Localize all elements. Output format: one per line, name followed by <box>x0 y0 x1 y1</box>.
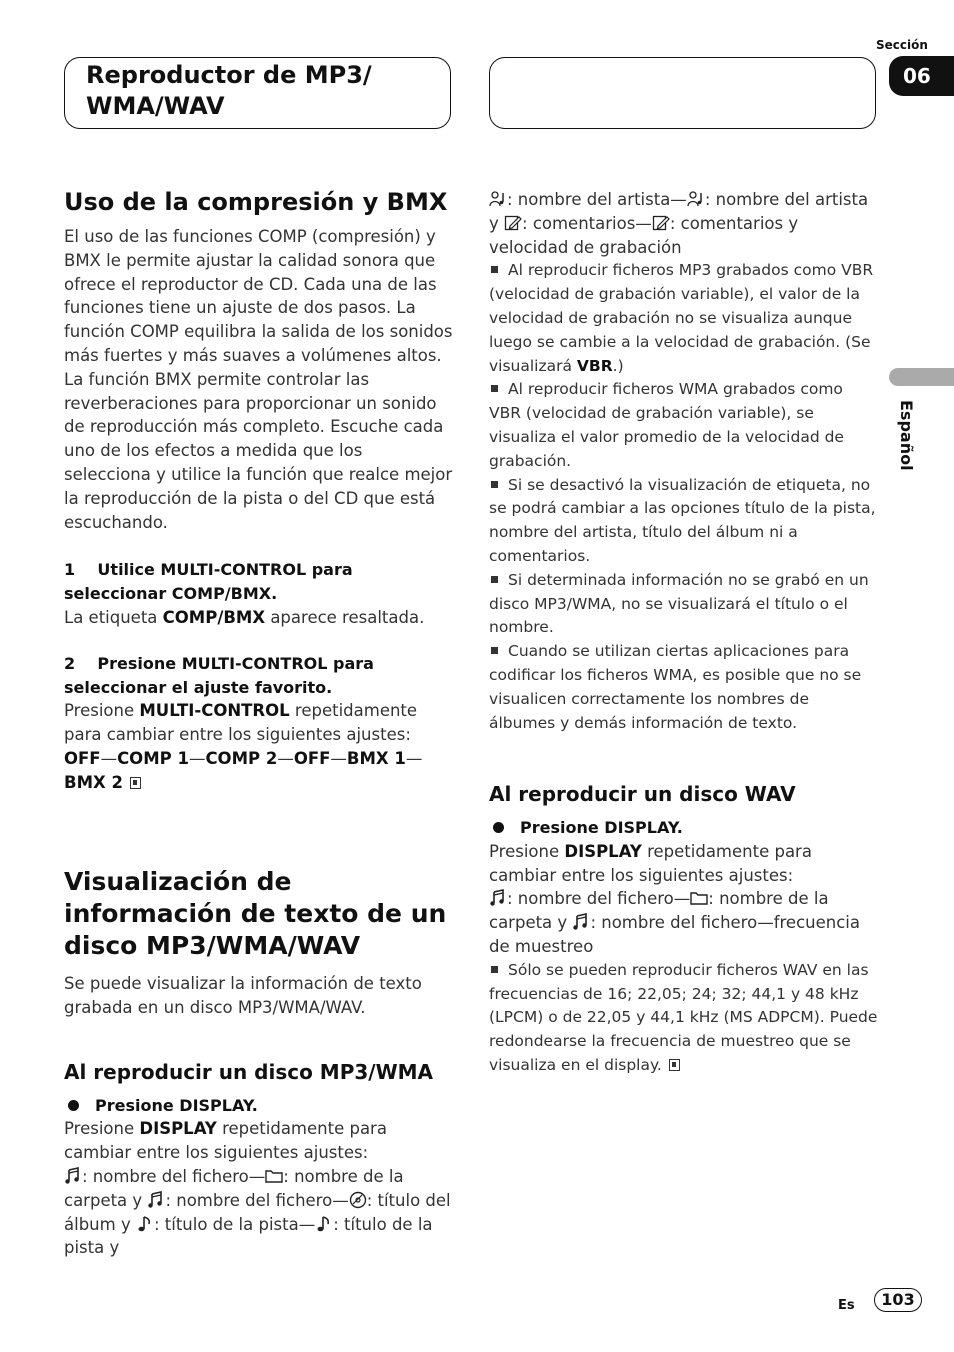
mp3wma-body <box>64 1117 454 1165</box>
step-1-body-bold: COMP/BMX <box>162 607 266 627</box>
track-note-icon <box>136 1215 154 1233</box>
note-wma-encoding <box>489 640 879 735</box>
step-2-body <box>64 699 454 747</box>
step-1-number: 1 <box>64 560 76 580</box>
setting-off-2: OFF <box>293 748 331 768</box>
language-label: Español <box>897 400 916 471</box>
note-missing-info <box>489 569 879 640</box>
note-bullet-icon <box>491 266 498 273</box>
step-1 <box>64 558 454 606</box>
step-2 <box>64 652 454 700</box>
note-bullet-icon <box>491 966 498 973</box>
setting-comp2: COMP 2 <box>205 748 278 768</box>
mp3wma-options-a <box>64 1165 454 1260</box>
language-tab <box>889 368 954 386</box>
section-number-badge: 06 <box>889 56 954 96</box>
folder-icon <box>690 889 708 907</box>
comment-icon <box>504 214 522 232</box>
wav-option-folder-name: : nombre de la carpeta y <box>489 889 829 933</box>
wav-body <box>489 840 879 888</box>
note-missing-info-text: Si determinada información no se grabó en un disco MP3/WMA, no se visualizará el título o el nombre. <box>489 570 869 637</box>
option-track-title-2: : título de la pista y <box>64 1214 433 1258</box>
artist-icon <box>489 190 507 208</box>
note-bullet-icon <box>491 576 498 583</box>
wav-note-text: Sólo se pueden reproducir ficheros WAV en las frecuencias de 16; 22,05; 24; 32; 44,1 y 48 kHz (LPCM) o de 22,05 y 44,1 kHz (MS ADPCM). Puede redondearse la frecuencia de muestreo que se visualiza en el display. <box>489 960 878 1074</box>
step-1-body-text: La etiqueta <box>64 607 163 627</box>
note-vbr-wma-text: Al reproducir ficheros WMA grabados como VBR (velocidad de grabación variable), se visualiza el valor promedio de la velocidad de grabación. <box>489 380 844 470</box>
track-note-icon <box>315 1215 333 1233</box>
mp3wma-bullet <box>64 1094 454 1118</box>
note-vbr-mp3-text: Al reproducir ficheros MP3 grabados como VBR (velocidad de grabación variable), el valor de la velocidad de grabación no se visualiza aunque luego se cambie a la velocidad de grabación. (Se visualizará <box>489 261 874 375</box>
comment-icon <box>652 214 670 232</box>
step-1-body-end: aparece resaltada. <box>265 607 425 627</box>
option-album-title: : título del álbum y <box>64 1190 451 1234</box>
note-tag-display-text: Si se desactivó la visualización de etiqueta, no se podrá cambiar a las opciones título de la pista, nombre del artista, título del álbum ni a comentarios. <box>489 475 876 565</box>
setting-bmx2: BMX 2 <box>64 772 123 792</box>
mp3wma-body-text: Presione <box>64 1119 140 1139</box>
wav-bullet-text: Presione DISPLAY. <box>520 818 683 837</box>
left-column <box>64 186 454 795</box>
step-2-body-end: repetidamente para cambiar entre los siguientes ajustes: <box>64 701 418 745</box>
setting-bmx1: BMX 1 <box>346 748 406 768</box>
wav-body-end: repetidamente para cambiar entre los siguientes ajustes: <box>489 841 812 885</box>
option-comments: : comentarios— <box>522 213 652 233</box>
mp3wma-bullet-text: Presione DISPLAY. <box>95 1095 258 1115</box>
visualizacion-intro: Se puede visualizar la información de texto grabada en un disco MP3/WMA/WAV. <box>64 974 422 1017</box>
compresion-heading: Uso de la compresión y BMX <box>64 188 448 216</box>
wav-body-bold: DISPLAY <box>564 841 642 861</box>
disc-icon <box>349 1191 367 1209</box>
file-music-icon <box>64 1167 82 1185</box>
note-bullet-icon <box>491 385 498 392</box>
note-vbr-end: .) <box>612 356 624 375</box>
wav-heading: Al reproducir un disco WAV <box>489 782 796 806</box>
note-bullet-icon <box>491 647 498 654</box>
file-music-icon <box>489 889 507 907</box>
note-wma-encoding-text: Cuando se utilizan ciertas aplicaciones para codificar los ficheros WMA, es posible que no se visualicen correctamente los nombres de álbumes y demás información de texto. <box>489 642 862 732</box>
option-file-name: : nombre del fichero— <box>82 1166 266 1186</box>
mp3wma-options-b <box>489 188 879 259</box>
step-2-body-bold: MULTI-CONTROL <box>139 701 290 721</box>
visualizacion-heading: Visualización de información de texto de un disco MP3/WMA/WAV <box>64 867 447 960</box>
artist-icon <box>687 190 705 208</box>
folder-icon <box>265 1167 283 1185</box>
option-artist-name-2: : nombre del artista y <box>489 190 869 233</box>
step-1-body <box>64 606 454 630</box>
wav-bullet <box>489 816 879 840</box>
step-2-body-text: Presione <box>64 701 140 721</box>
end-mark-icon <box>130 777 141 789</box>
footer-language: Es <box>838 1298 855 1313</box>
note-tag-display <box>489 474 879 569</box>
file-music-icon <box>147 1191 165 1209</box>
header-empty-box <box>489 57 876 129</box>
wav-section <box>489 780 879 1078</box>
visualizacion-section <box>64 866 454 1260</box>
end-mark-icon <box>669 1059 680 1071</box>
mp3wma-body-bold: DISPLAY <box>139 1119 217 1139</box>
mp3wma-heading: Al reproducir un disco MP3/WMA <box>64 1059 434 1084</box>
section-label: Sección <box>876 38 928 52</box>
option-comments-bitrate: : comentarios y velocidad de grabación <box>489 213 799 257</box>
step-2-text: Presione MULTI-CONTROL para seleccionar el ajuste favorito. <box>64 653 374 697</box>
note-vbr-bold: VBR <box>576 356 613 375</box>
step-1-text: Utilice MULTI-CONTROL para seleccionar COMP/BMX. <box>64 560 353 604</box>
option-file-name-2: : nombre del fichero— <box>165 1190 349 1210</box>
step-2-number: 2 <box>64 653 76 673</box>
right-column <box>489 188 879 735</box>
option-folder-name: : nombre de la carpeta y <box>64 1166 404 1210</box>
page-number: 103 <box>874 1288 922 1312</box>
wav-note <box>489 959 879 1078</box>
wav-options <box>489 887 879 958</box>
note-vbr-mp3 <box>489 259 879 378</box>
file-music-icon <box>572 913 590 931</box>
note-vbr-wma <box>489 378 879 473</box>
mp3wma-body-end: repetidamente para cambiar entre los siguientes ajustes: <box>64 1119 387 1163</box>
settings-sequence: OFF—COMP 1—COMP 2—OFF—BMX 1— BMX 2 <box>64 748 423 792</box>
compresion-intro: El uso de las funciones COMP (compresión) y BMX le permite ajustar la calidad sonora que ofrece el reproductor de CD. Cada una de las funciones tiene un ajuste de dos pasos. La función COMP equilibra la salida de los sonidos más fuertes y más suaves a volúmenes altos. La función BMX permite controlar las reverberaciones para proporcionar un sonido de reproducción más completo. Escuche cada uno de los efectos a medida que los selecciona y utilice la función que realce mejor la reproducción de la pista o del CD que está escuchando. <box>64 227 453 532</box>
setting-off: OFF <box>64 748 101 768</box>
note-bullet-icon <box>491 481 498 488</box>
page-title: Reproductor de MP3/ WMA/WAV <box>86 61 372 120</box>
wav-option-file-name: : nombre del fichero— <box>507 889 691 909</box>
option-artist-name: : nombre del artista— <box>507 190 687 209</box>
wav-body-text: Presione <box>489 841 565 861</box>
bullet-dot-icon <box>493 822 504 833</box>
setting-comp1: COMP 1 <box>117 748 189 768</box>
bullet-dot-icon <box>68 1100 79 1111</box>
option-track-title: : título de la pista— <box>153 1214 316 1234</box>
wav-option-sampling: : nombre del fichero—frecuencia de muestreo <box>489 913 860 956</box>
